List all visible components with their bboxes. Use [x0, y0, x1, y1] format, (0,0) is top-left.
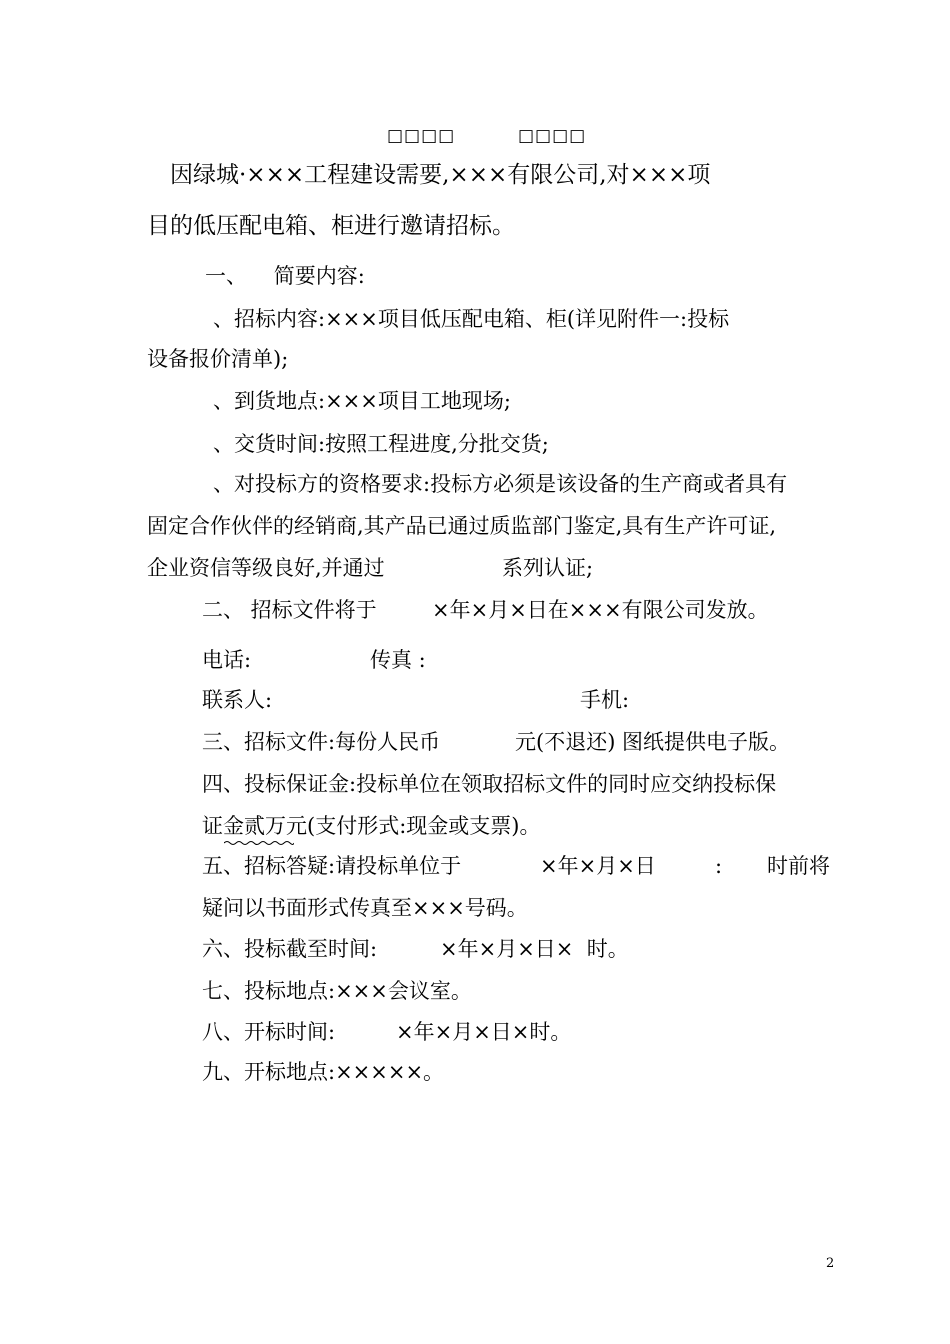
item-3: 、交货时间:按照工程进度,分批交货; — [213, 432, 549, 456]
section-8-a: 八、开标时间: — [202, 1020, 336, 1044]
item-1-line-1: 、招标内容:×××项目低压配电箱、柜(详见附件一:投标 — [213, 307, 730, 331]
section-5-c: : — [715, 854, 723, 878]
section-5-b: ×年×月×日 — [540, 854, 656, 878]
intro-line-1: 因绿城·×××工程建设需要,×××有限公司,对×××项 — [170, 162, 711, 188]
item-2: 、到货地点:×××项目工地现场; — [213, 389, 511, 413]
section-9: 九、开标地点:×××××。 — [202, 1060, 445, 1084]
item-4-line-1: 、对投标方的资格要求:投标方必须是该设备的生产商或者具有 — [213, 472, 788, 496]
section-5-line-2: 疑问以书面形式传真至×××号码。 — [202, 896, 528, 920]
section-3-a: 三、招标文件:每份人民币 — [202, 730, 441, 754]
section-5-d: 时前将 — [767, 854, 830, 878]
section-3-b: 元(不退还) 图纸提供电子版。 — [515, 730, 791, 754]
section-8-b: ×年×月×日×时。 — [396, 1020, 572, 1044]
item-4-line-3b: 系列认证; — [502, 556, 594, 580]
section-2-a: 二、 招标文件将于 — [202, 598, 377, 622]
phone-label: 电话: — [202, 648, 252, 672]
section-4-line-2: 证金贰万元(支付形式:现金或支票)。 — [202, 814, 541, 838]
section-6-b: ×年×月×日× 时。 — [440, 937, 629, 961]
section-7: 七、投标地点:×××会议室。 — [202, 979, 472, 1003]
item-1-line-2: 设备报价清单); — [147, 347, 289, 371]
intro-line-2: 目的低压配电箱、柜进行邀请招标。 — [147, 213, 515, 239]
title-right: □□□□ — [518, 126, 587, 146]
item-4-line-3a: 企业资信等级良好,并通过 — [147, 556, 385, 580]
page-number: 2 — [826, 1256, 835, 1271]
section-1-heading: 一、 简要内容: — [205, 264, 365, 288]
fax-label: 传真 : — [370, 648, 426, 672]
spellcheck-underline — [224, 840, 294, 846]
title-left: □□□□ — [387, 126, 456, 146]
section-5-a: 五、招标答疑:请投标单位于 — [202, 854, 462, 878]
contact-label: 联系人: — [202, 688, 273, 712]
mobile-label: 手机: — [580, 688, 630, 712]
section-2-b: ×年×月×日在×××有限公司发放。 — [432, 598, 769, 622]
item-4-line-2: 固定合作伙伴的经销商,其产品已通过质监部门鉴定,具有生产许可证, — [147, 514, 777, 538]
section-6-a: 六、投标截至时间: — [202, 937, 378, 961]
section-4-line-1: 四、投标保证金:投标单位在领取招标文件的同时应交纳投标保 — [202, 772, 777, 796]
